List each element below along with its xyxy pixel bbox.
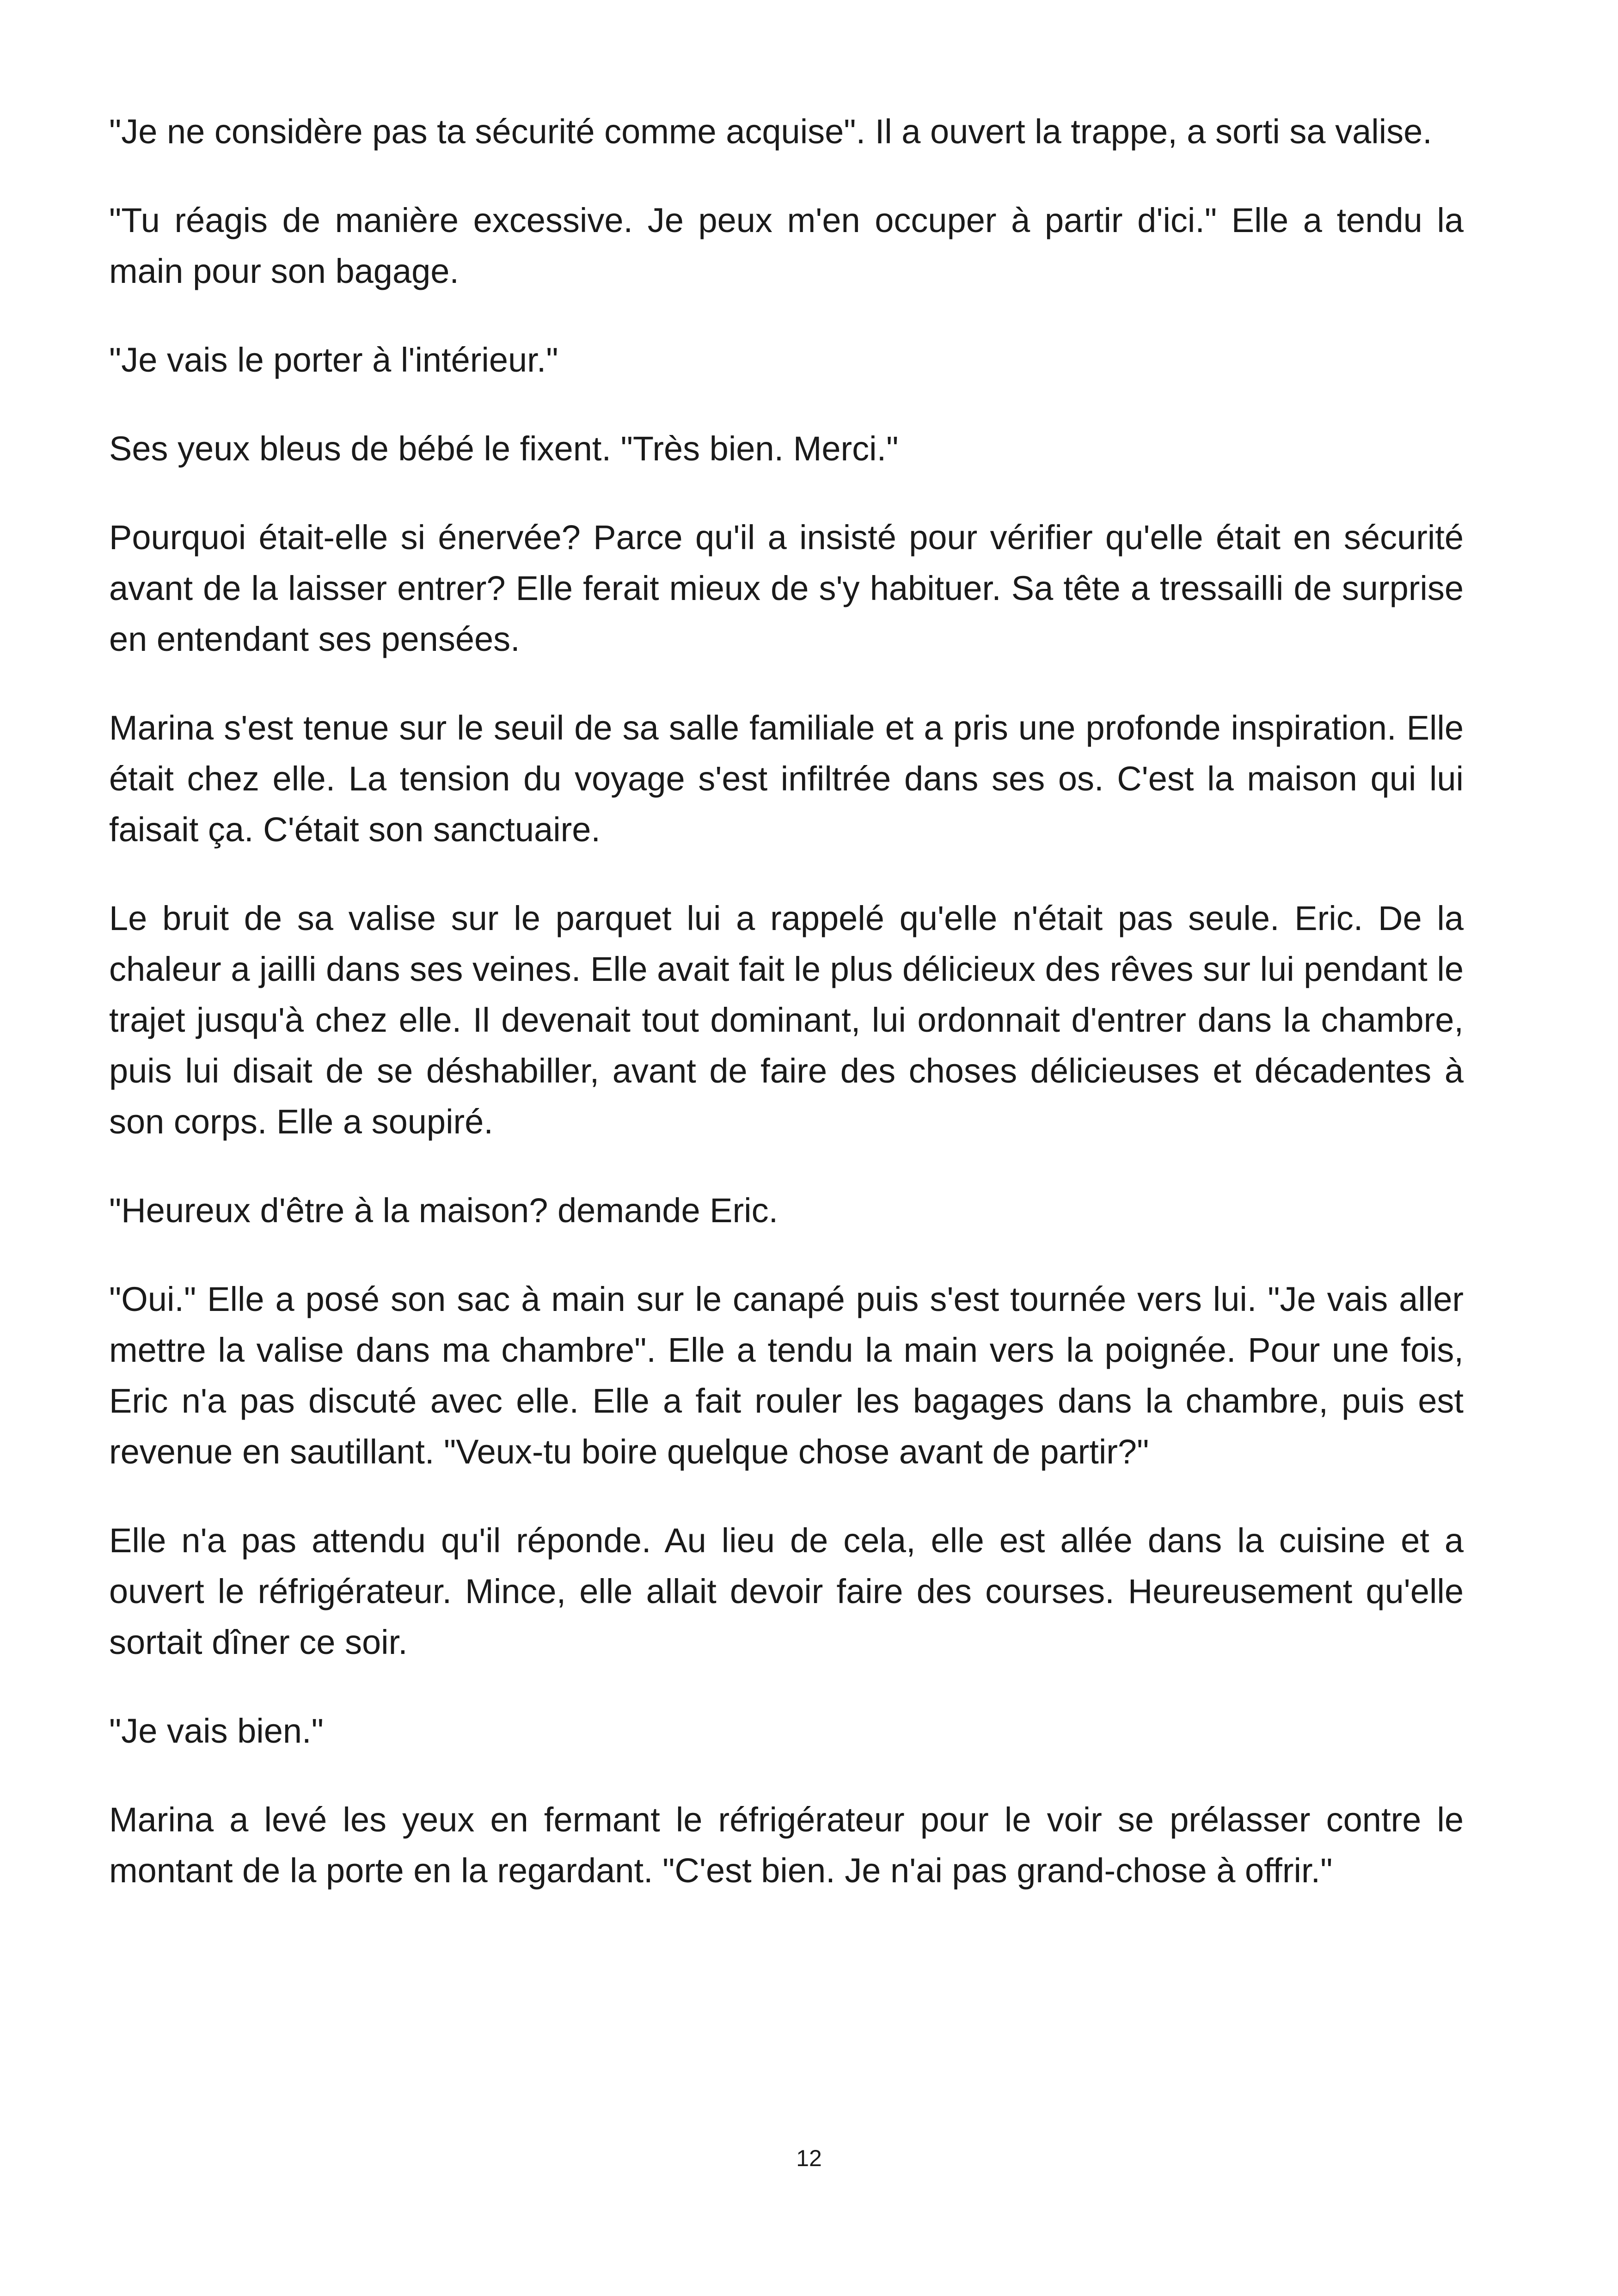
- paragraph: Marina s'est tenue sur le seuil de sa salle familiale et a pris une profonde inspiration. Elle était chez elle. La tension du voyage s'est infiltrée dans ses os. C'est la maison qui lui faisait ça. C'était son sanctuaire.: [109, 709, 1464, 849]
- paragraph: Pourquoi était-elle si énervée? Parce qu'il a insisté pour vérifier qu'elle était en sécurité avant de la laisser entrer? Elle ferait mieux de s'y habituer. Sa tête a tressailli de surprise en entendant ses pensées.: [109, 518, 1464, 658]
- paragraph: "Heureux d'être à la maison? demande Eric.: [109, 1191, 778, 1230]
- page-number: 12: [796, 2145, 822, 2171]
- body-text: [109, 106, 1464, 1934]
- paragraph: "Je vais le porter à l'intérieur.": [109, 341, 558, 379]
- paragraph: Ses yeux bleus de bébé le fixent. "Très bien. Merci.": [109, 429, 899, 468]
- paragraph: "Je vais bien.": [109, 1712, 324, 1750]
- paragraph: Elle n'a pas attendu qu'il réponde. Au lieu de cela, elle est allée dans la cuisine et a ouvert le réfrigérateur. Mince, elle allait devoir faire des courses. Heureusement qu'elle sortait dîner ce soir.: [109, 1521, 1464, 1661]
- paragraph: "Je ne considère pas ta sécurité comme acquise". Il a ouvert la trappe, a sorti sa valise.: [109, 112, 1432, 151]
- paragraph: Le bruit de sa valise sur le parquet lui a rappelé qu'elle n'était pas seule. Eric. De la chaleur a jailli dans ses veines. Elle avait fait le plus délicieux des rêves sur lui pendant le trajet jusqu'à chez elle. Il devenait tout dominant, lui ordonnait d'entrer dans la chambre, puis lui disait de se déshabiller, avant de faire des choses délicieuses et décadentes à son corps. Elle a soupiré.: [109, 899, 1464, 1141]
- paragraph: "Oui." Elle a posé son sac à main sur le canapé puis s'est tournée vers lui. "Je vais aller mettre la valise dans ma chambre". Elle a tendu la main vers la poignée. Pour une fois, Eric n'a pas discuté avec elle. Elle a fait rouler les bagages dans la chambre, puis est revenue en sautillant. "Veux-tu boire quelque chose avant de partir?": [109, 1280, 1464, 1471]
- paragraph: "Tu réagis de manière excessive. Je peux m'en occuper à partir d'ici." Elle a tendu la main pour son bagage.: [109, 201, 1464, 290]
- paragraph: Marina a levé les yeux en fermant le réfrigérateur pour le voir se prélasser contre le montant de la porte en la regardant. "C'est bien. Je n'ai pas grand-chose à offrir.": [109, 1800, 1464, 1890]
